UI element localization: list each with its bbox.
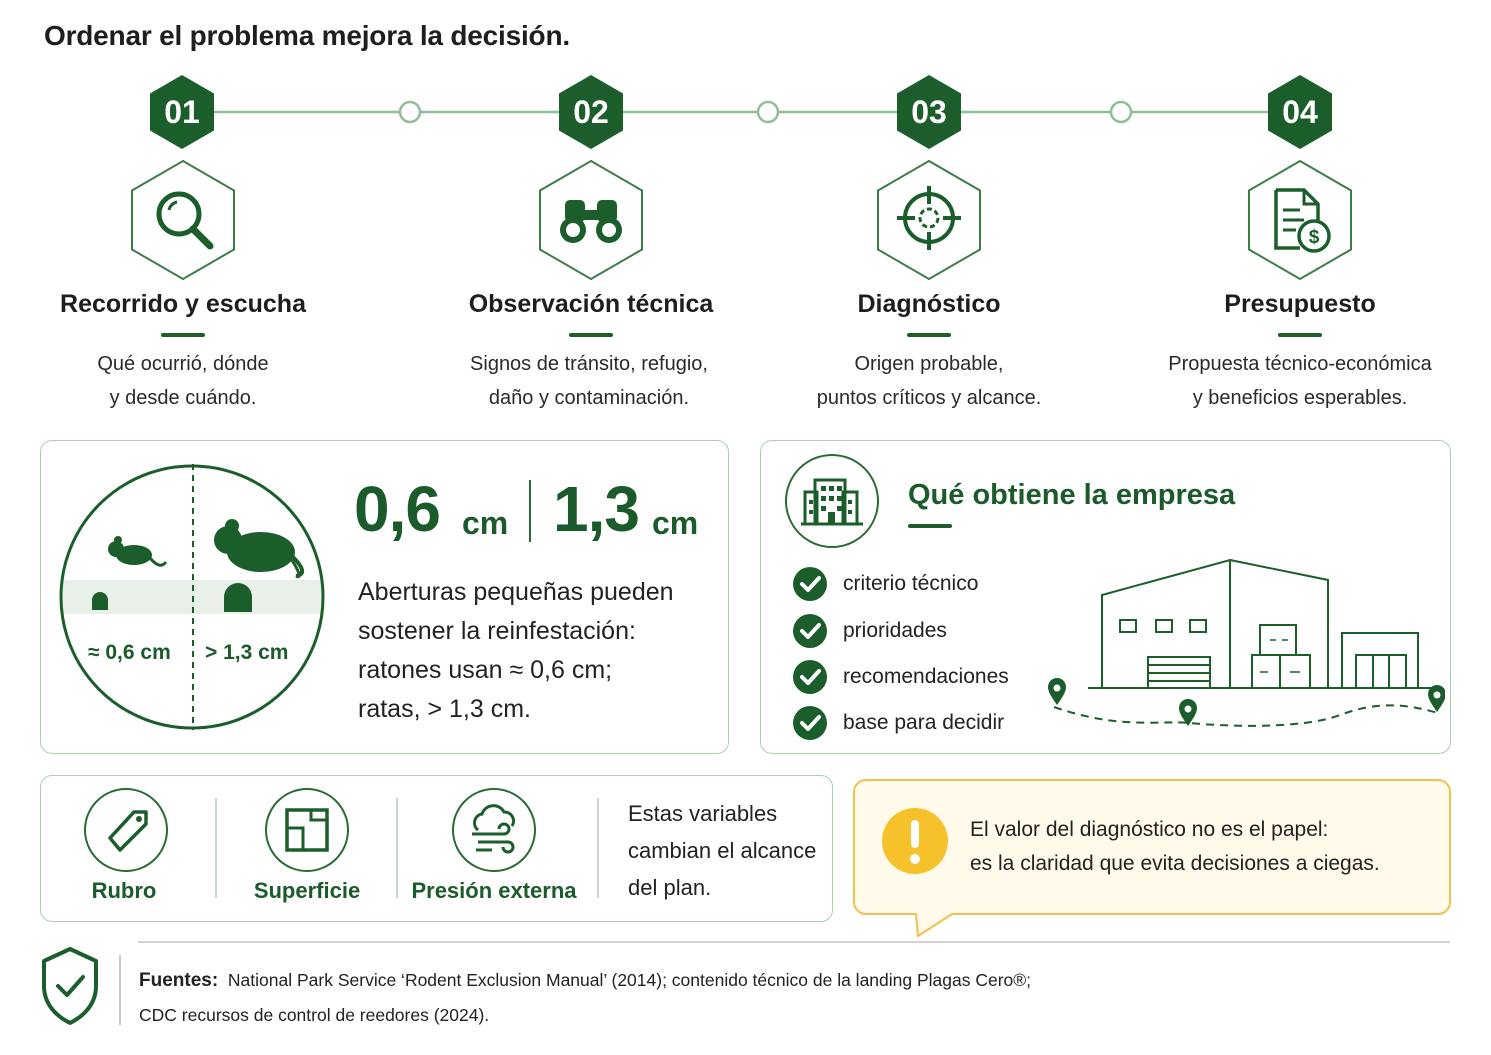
- divider: [215, 798, 217, 898]
- tag-icon: [84, 788, 168, 872]
- variable-label: Superficie: [253, 878, 361, 903]
- step-description: Propuesta técnico-económica y beneficios esperables.: [1168, 353, 1432, 409]
- step-title: Recorrido y escucha: [60, 290, 306, 318]
- check-icon: [793, 706, 827, 740]
- warehouse-illustration: [1040, 555, 1445, 740]
- binoculars-icon: [539, 160, 643, 280]
- sources-divider: [138, 941, 1450, 943]
- benefit-item: criterio técnico: [843, 572, 979, 595]
- benefit-item: prioridades: [843, 619, 947, 642]
- check-icon: [793, 567, 827, 601]
- benefit-item: base para decidir: [843, 711, 1005, 734]
- shield-check-icon: [40, 946, 100, 1026]
- check-icon: [793, 660, 827, 694]
- step-title: Observación técnica: [468, 290, 714, 318]
- size-divider: [529, 480, 531, 542]
- divider: [396, 798, 398, 898]
- document-money-icon: [1248, 160, 1352, 280]
- sources-line: CDC recursos de control de reedores (2024).: [139, 1005, 490, 1025]
- step-underline: [1278, 333, 1322, 337]
- crosshair-icon: [877, 160, 981, 280]
- step-number-badge: 01: [149, 74, 215, 150]
- mouse-size-value: 0,6: [354, 473, 440, 545]
- step-number-badge: 02: [558, 74, 624, 150]
- step-number-badge: 04: [1267, 74, 1333, 150]
- benefits-title: Qué obtiene la empresa: [908, 479, 1236, 511]
- rodent-opening-illustration: [56, 452, 330, 742]
- step-description: Qué ocurrió, dónde y desde cuándo.: [97, 353, 269, 409]
- divider: [119, 955, 121, 1025]
- callout-text: El valor del diagnóstico no es el papel: es la claridad que evita decisiones a ciegas.: [970, 818, 1380, 875]
- sources-label: Fuentes:: [139, 970, 219, 991]
- magnifier-icon: [131, 160, 235, 280]
- rat-opening-label: > 1,3 cm: [205, 641, 289, 664]
- rat-size-value: 1,3: [553, 473, 639, 545]
- step-underline: [569, 333, 613, 337]
- sources-text: [139, 963, 1439, 1033]
- building-icon: [783, 452, 881, 550]
- step-title: Diagnóstico: [857, 290, 1001, 318]
- benefit-item: recomendaciones: [843, 665, 1009, 688]
- size-explanation: Aberturas pequeñas pueden sostener la reinfestación: ratones usan ≈ 0,6 cm; ratas, > 1,3 cm.: [358, 578, 674, 723]
- mouse-size-unit: cm: [462, 505, 509, 541]
- benefits-underline: [908, 524, 952, 528]
- variables-note: Estas variables cambian el alcance del plan.: [628, 801, 817, 900]
- variable-label: Presión externa: [411, 878, 577, 903]
- step-title: Presupuesto: [1224, 290, 1376, 318]
- step-description: Origen probable, puntos críticos y alcance.: [816, 353, 1042, 409]
- svg-text:$: $: [1308, 227, 1320, 248]
- mouse-opening-label: ≈ 0,6 cm: [88, 641, 171, 664]
- step-number-badge: 03: [896, 74, 962, 150]
- page-title: Ordenar el problema mejora la decisión.: [44, 20, 570, 51]
- step-underline: [907, 333, 951, 337]
- warning-icon: [880, 806, 950, 876]
- wind-cloud-icon: [452, 788, 536, 872]
- check-icon: [793, 614, 827, 648]
- divider: [597, 798, 599, 898]
- sources-line: National Park Service ‘Rodent Exclusion Manual’ (2014); contenido técnico de la landing Plagas Cero®;: [227, 970, 1032, 990]
- variable-label: Rubro: [91, 878, 157, 903]
- step-underline: [161, 333, 205, 337]
- floorplan-icon: [265, 788, 349, 872]
- step-description: Signos de tránsito, refugio, daño y contaminación.: [470, 353, 708, 409]
- rat-size-unit: cm: [652, 505, 699, 541]
